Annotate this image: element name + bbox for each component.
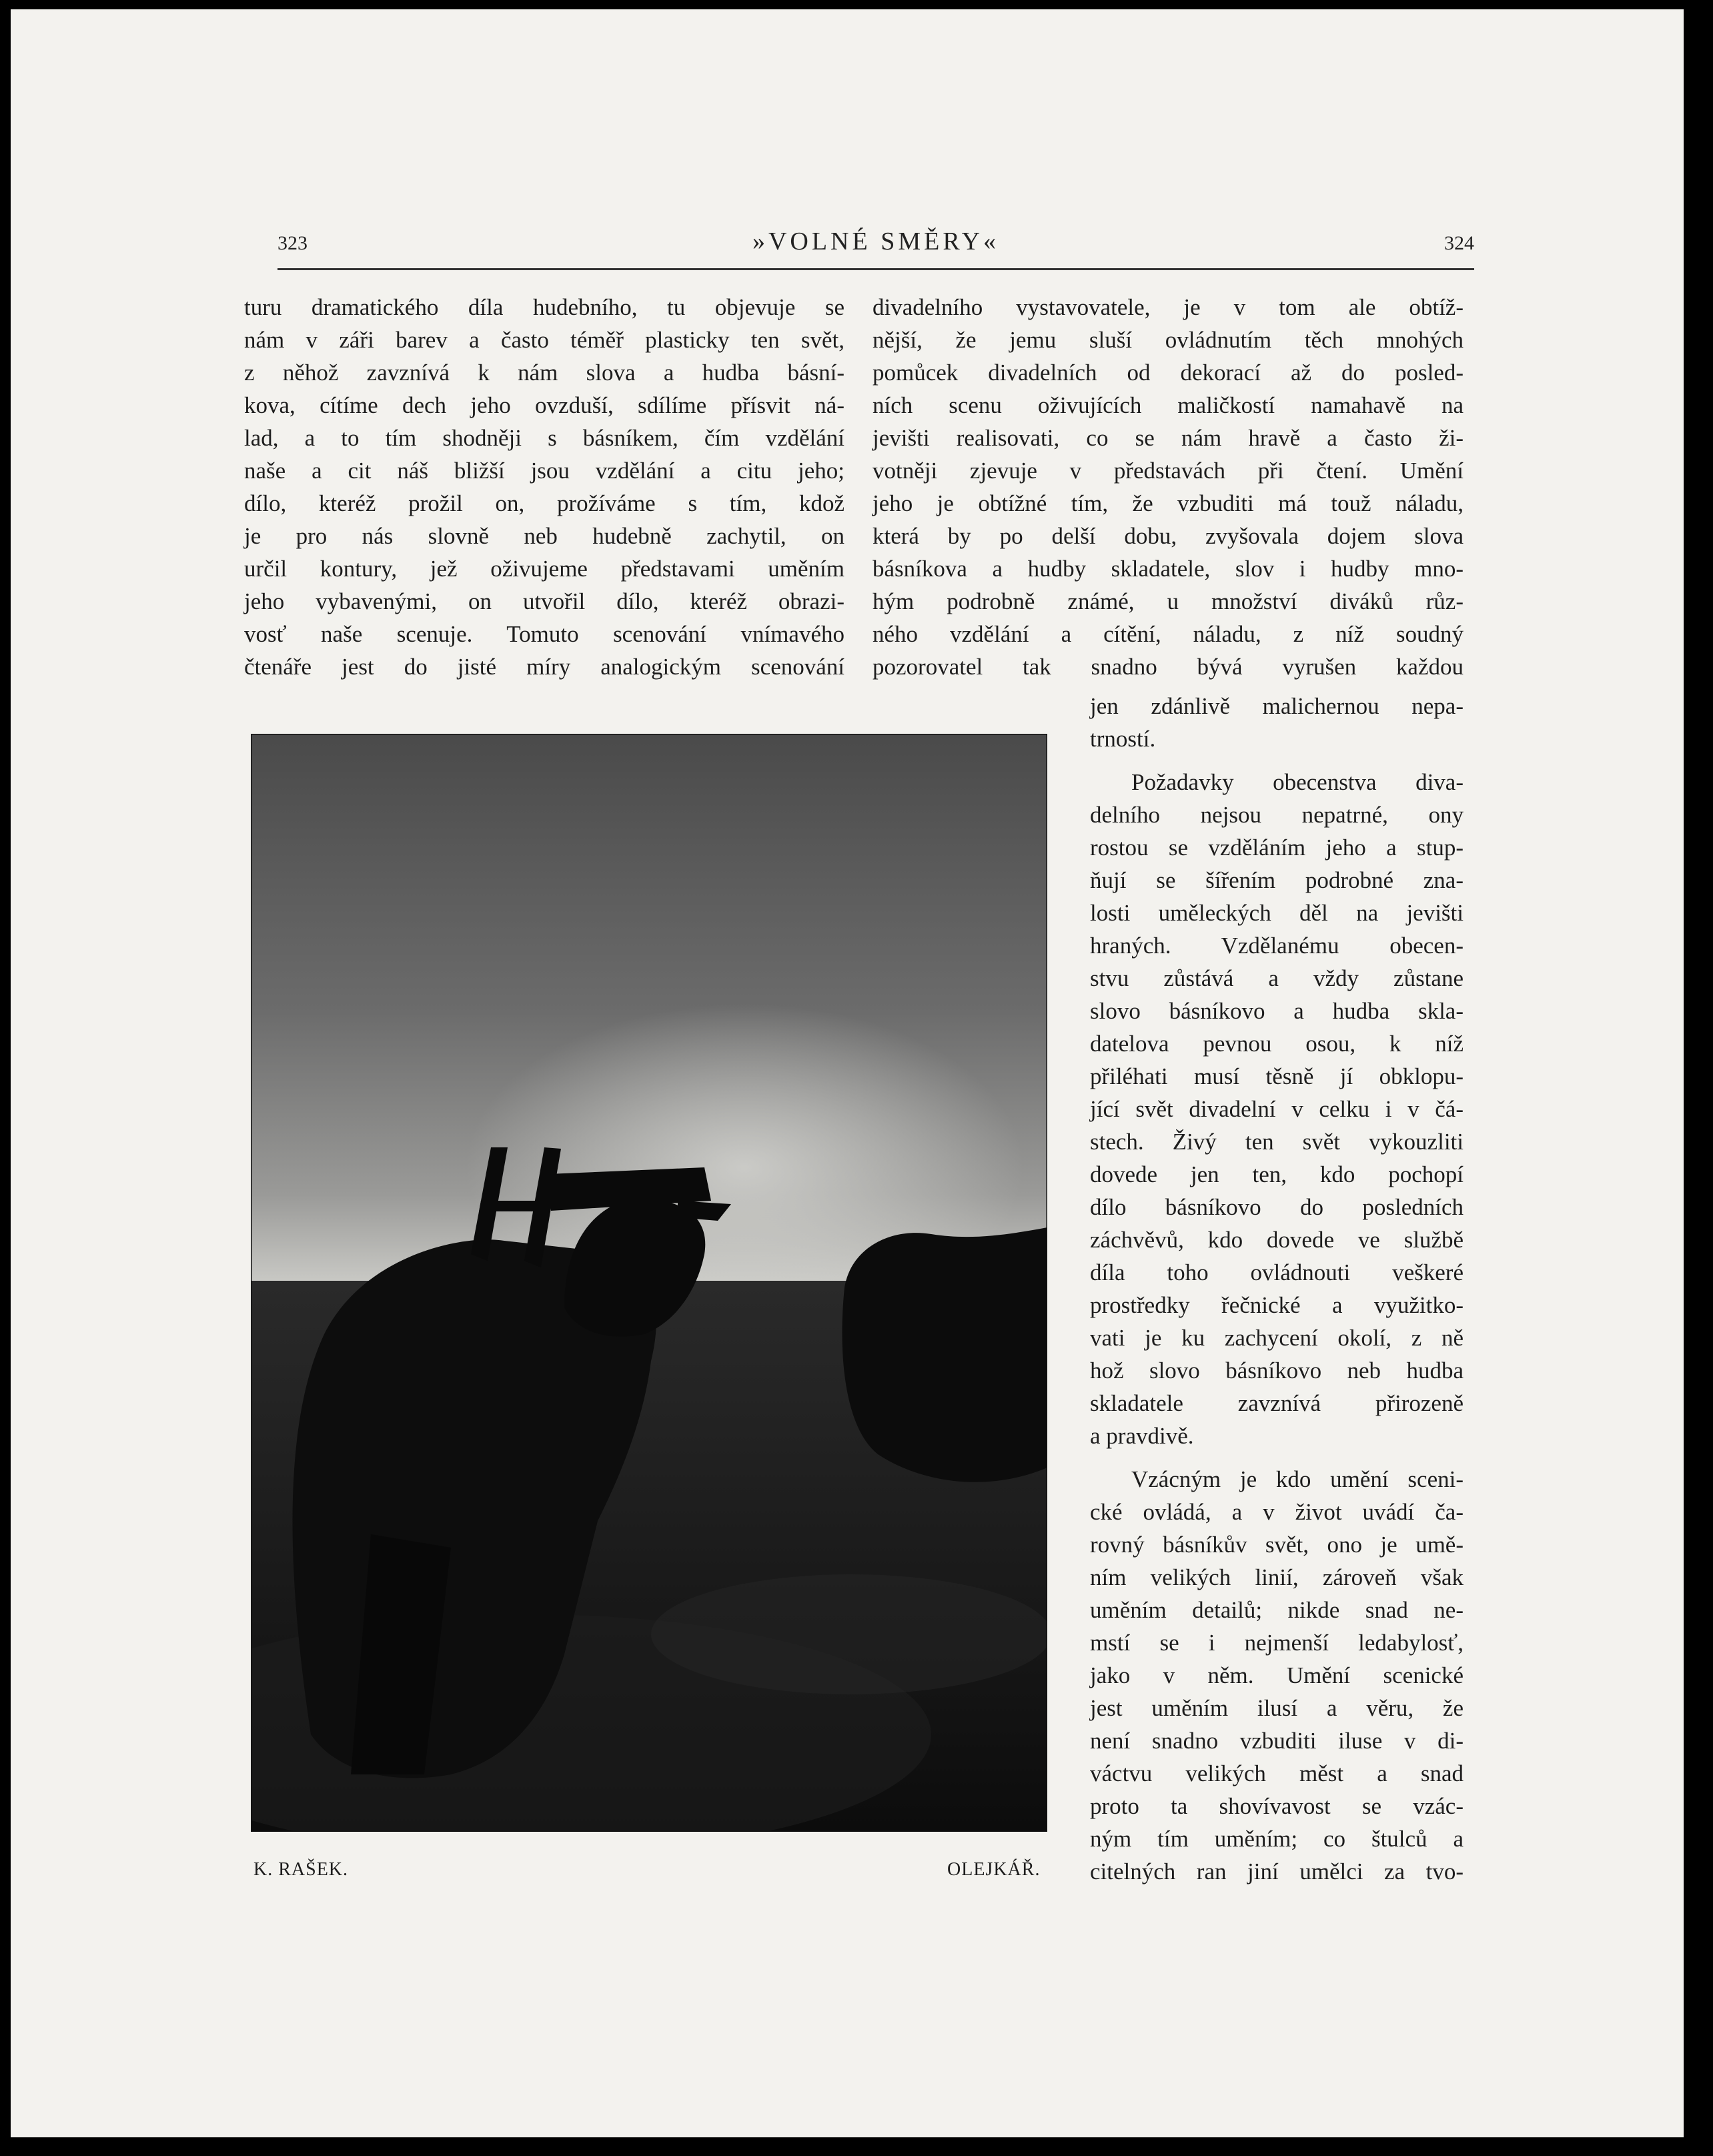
text-line: je pro nás slovně neb hudebně zachytil, on <box>244 523 844 549</box>
text-line: vati je ku zachycení okolí, z ně <box>1090 1325 1464 1351</box>
text-line: vosť naše scenuje. Tomuto scenování vnímavého <box>244 621 844 647</box>
painting-image <box>251 734 1047 1832</box>
text-line: cké ovládá, a v život uvádí ča- <box>1090 1499 1464 1525</box>
text-line: delního nejsou nepatrné, ony <box>1090 802 1464 828</box>
text-line: rostou se vzděláním jeho a stup- <box>1090 835 1464 861</box>
text-line: kova, cítíme dech jeho ovzduší, sdílíme přísvit ná- <box>244 392 844 418</box>
text-line: váctvu velikých měst a snad <box>1090 1760 1464 1786</box>
paragraph <box>1090 766 1464 1452</box>
text-line: pozorovatel tak snadno bývá vyrušen každou <box>873 654 1464 680</box>
text-line: hým podrobně známé, u množství diváků růz- <box>873 588 1464 614</box>
text-line: slovo básníkovo a hudba skla- <box>1090 998 1464 1024</box>
text-line: ného vzdělání a cítění, náladu, z níž soudný <box>873 621 1464 647</box>
paragraph <box>1090 1463 1464 1888</box>
text-line: ním velikých linií, zároveň však <box>1090 1564 1464 1590</box>
text-line: naše a cit náš bližší jsou vzdělání a citu jeho; <box>244 458 844 484</box>
text-line: která by po delší dobu, zvyšovala dojem slova <box>873 523 1464 549</box>
text-line: díla toho ovládnouti veškeré <box>1090 1259 1464 1285</box>
text-line: divadelního vystavovatele, je v tom ale obtíž- <box>873 294 1464 320</box>
figure-title: OLEJKÁŘ. <box>947 1859 1041 1880</box>
text-line: ňují se šířením podrobné zna- <box>1090 867 1464 893</box>
running-header <box>277 221 1474 270</box>
text-line: ních scenu oživujících maličkostí namahavě na <box>873 392 1464 418</box>
painting-reproduction <box>251 734 1047 1832</box>
text-line: ným tím uměním; co štulců a <box>1090 1826 1464 1852</box>
text-line: stvu zůstává a vždy zůstane <box>1090 965 1464 991</box>
text-line: čtenáře jest do jisté míry analogickým scenování <box>244 654 844 680</box>
right-text-column-top <box>873 291 1464 683</box>
text-line: nější, že jemu sluší ovládnutím těch mnohých <box>873 327 1464 353</box>
text-line: hraných. Vzdělanému obecen- <box>1090 933 1464 959</box>
journal-title: »VOLNÉ SMĚRY« <box>752 227 1000 255</box>
text-line: turu dramatického díla hudebního, tu objevuje se <box>244 294 844 320</box>
text-line: jeho vybavenými, on utvořil dílo, kteréž obrazi- <box>244 588 844 614</box>
text-line: z něhož zavznívá k nám slova a hudba básní- <box>244 360 844 386</box>
left-text-column <box>244 291 844 683</box>
text-line: jící svět divadelní v celku i v čá- <box>1090 1096 1464 1122</box>
text-line: stech. Živý ten svět vykouzliti <box>1090 1129 1464 1155</box>
text-line: datelova pevnou osou, k níž <box>1090 1031 1464 1057</box>
text-line: jen zdánlivě malichernou nepa- <box>1090 693 1464 719</box>
paragraph <box>1090 690 1464 755</box>
text-line: pomůcek divadelních od dekorací až do posled- <box>873 360 1464 386</box>
left-page-number: 323 <box>277 232 308 254</box>
text-line: dílo, kteréž prožil on, prožíváme s tím, kdož <box>244 490 844 516</box>
text-line: votněji zjevuje v představách při čtení. Umění <box>873 458 1464 484</box>
right-text-column-narrow <box>1090 690 1464 1888</box>
text-line: dovede jen ten, kdo pochopí <box>1090 1161 1464 1187</box>
text-line: uměním detailů; nikde snad ne- <box>1090 1597 1464 1623</box>
text-line: není snadno vzbuditi iluse v di- <box>1090 1728 1464 1754</box>
text-line: trností. <box>1090 726 1156 752</box>
right-page-number: 324 <box>1444 232 1474 254</box>
text-line: a pravdivě. <box>1090 1423 1194 1449</box>
text-line: přiléhati musí těsně jí obklopu- <box>1090 1063 1464 1089</box>
figure-artist: K. RAŠEK. <box>253 1859 349 1880</box>
text-line: záchvěvů, kdo dovede ve službě <box>1090 1227 1464 1253</box>
text-line: Požadavky obecenstva diva- <box>1131 769 1464 795</box>
text-line: jeho je obtížné tím, že vzbuditi má touž náladu, <box>873 490 1464 516</box>
text-line: básníkova a hudby skladatele, slov i hudby mno- <box>873 556 1464 582</box>
text-line: mstí se i nejmenší ledabylosť, <box>1090 1630 1464 1656</box>
text-line: losti uměleckých děl na jevišti <box>1090 900 1464 926</box>
text-line: lad, a to tím shodněji s básníkem, čím vzdělání <box>244 425 844 451</box>
text-line: jako v něm. Umění scenické <box>1090 1662 1464 1688</box>
text-line: jevišti realisovati, co se nám hravě a často ži- <box>873 425 1464 451</box>
text-line: rovný básníkův svět, ono je umě- <box>1090 1532 1464 1558</box>
text-line: jest uměním ilusí a věru, že <box>1090 1695 1464 1721</box>
text-line: skladatele zavznívá přirozeně <box>1090 1390 1464 1416</box>
text-line: hož slovo básníkovo neb hudba <box>1090 1358 1464 1384</box>
text-line: určil kontury, jež oživujeme představami uměním <box>244 556 844 582</box>
text-line: dílo básníkovo do posledních <box>1090 1194 1464 1220</box>
text-line: citelných ran jiní umělci za tvo- <box>1090 1858 1464 1884</box>
text-line: nám v záři barev a často téměř plasticky ten svět, <box>244 327 844 353</box>
text-line: proto ta shovívavost se vzác- <box>1090 1793 1464 1819</box>
text-line: prostředky řečnické a využitko- <box>1090 1292 1464 1318</box>
text-line: Vzácným je kdo umění sceni- <box>1131 1466 1464 1492</box>
scan-border <box>1684 0 1713 2156</box>
